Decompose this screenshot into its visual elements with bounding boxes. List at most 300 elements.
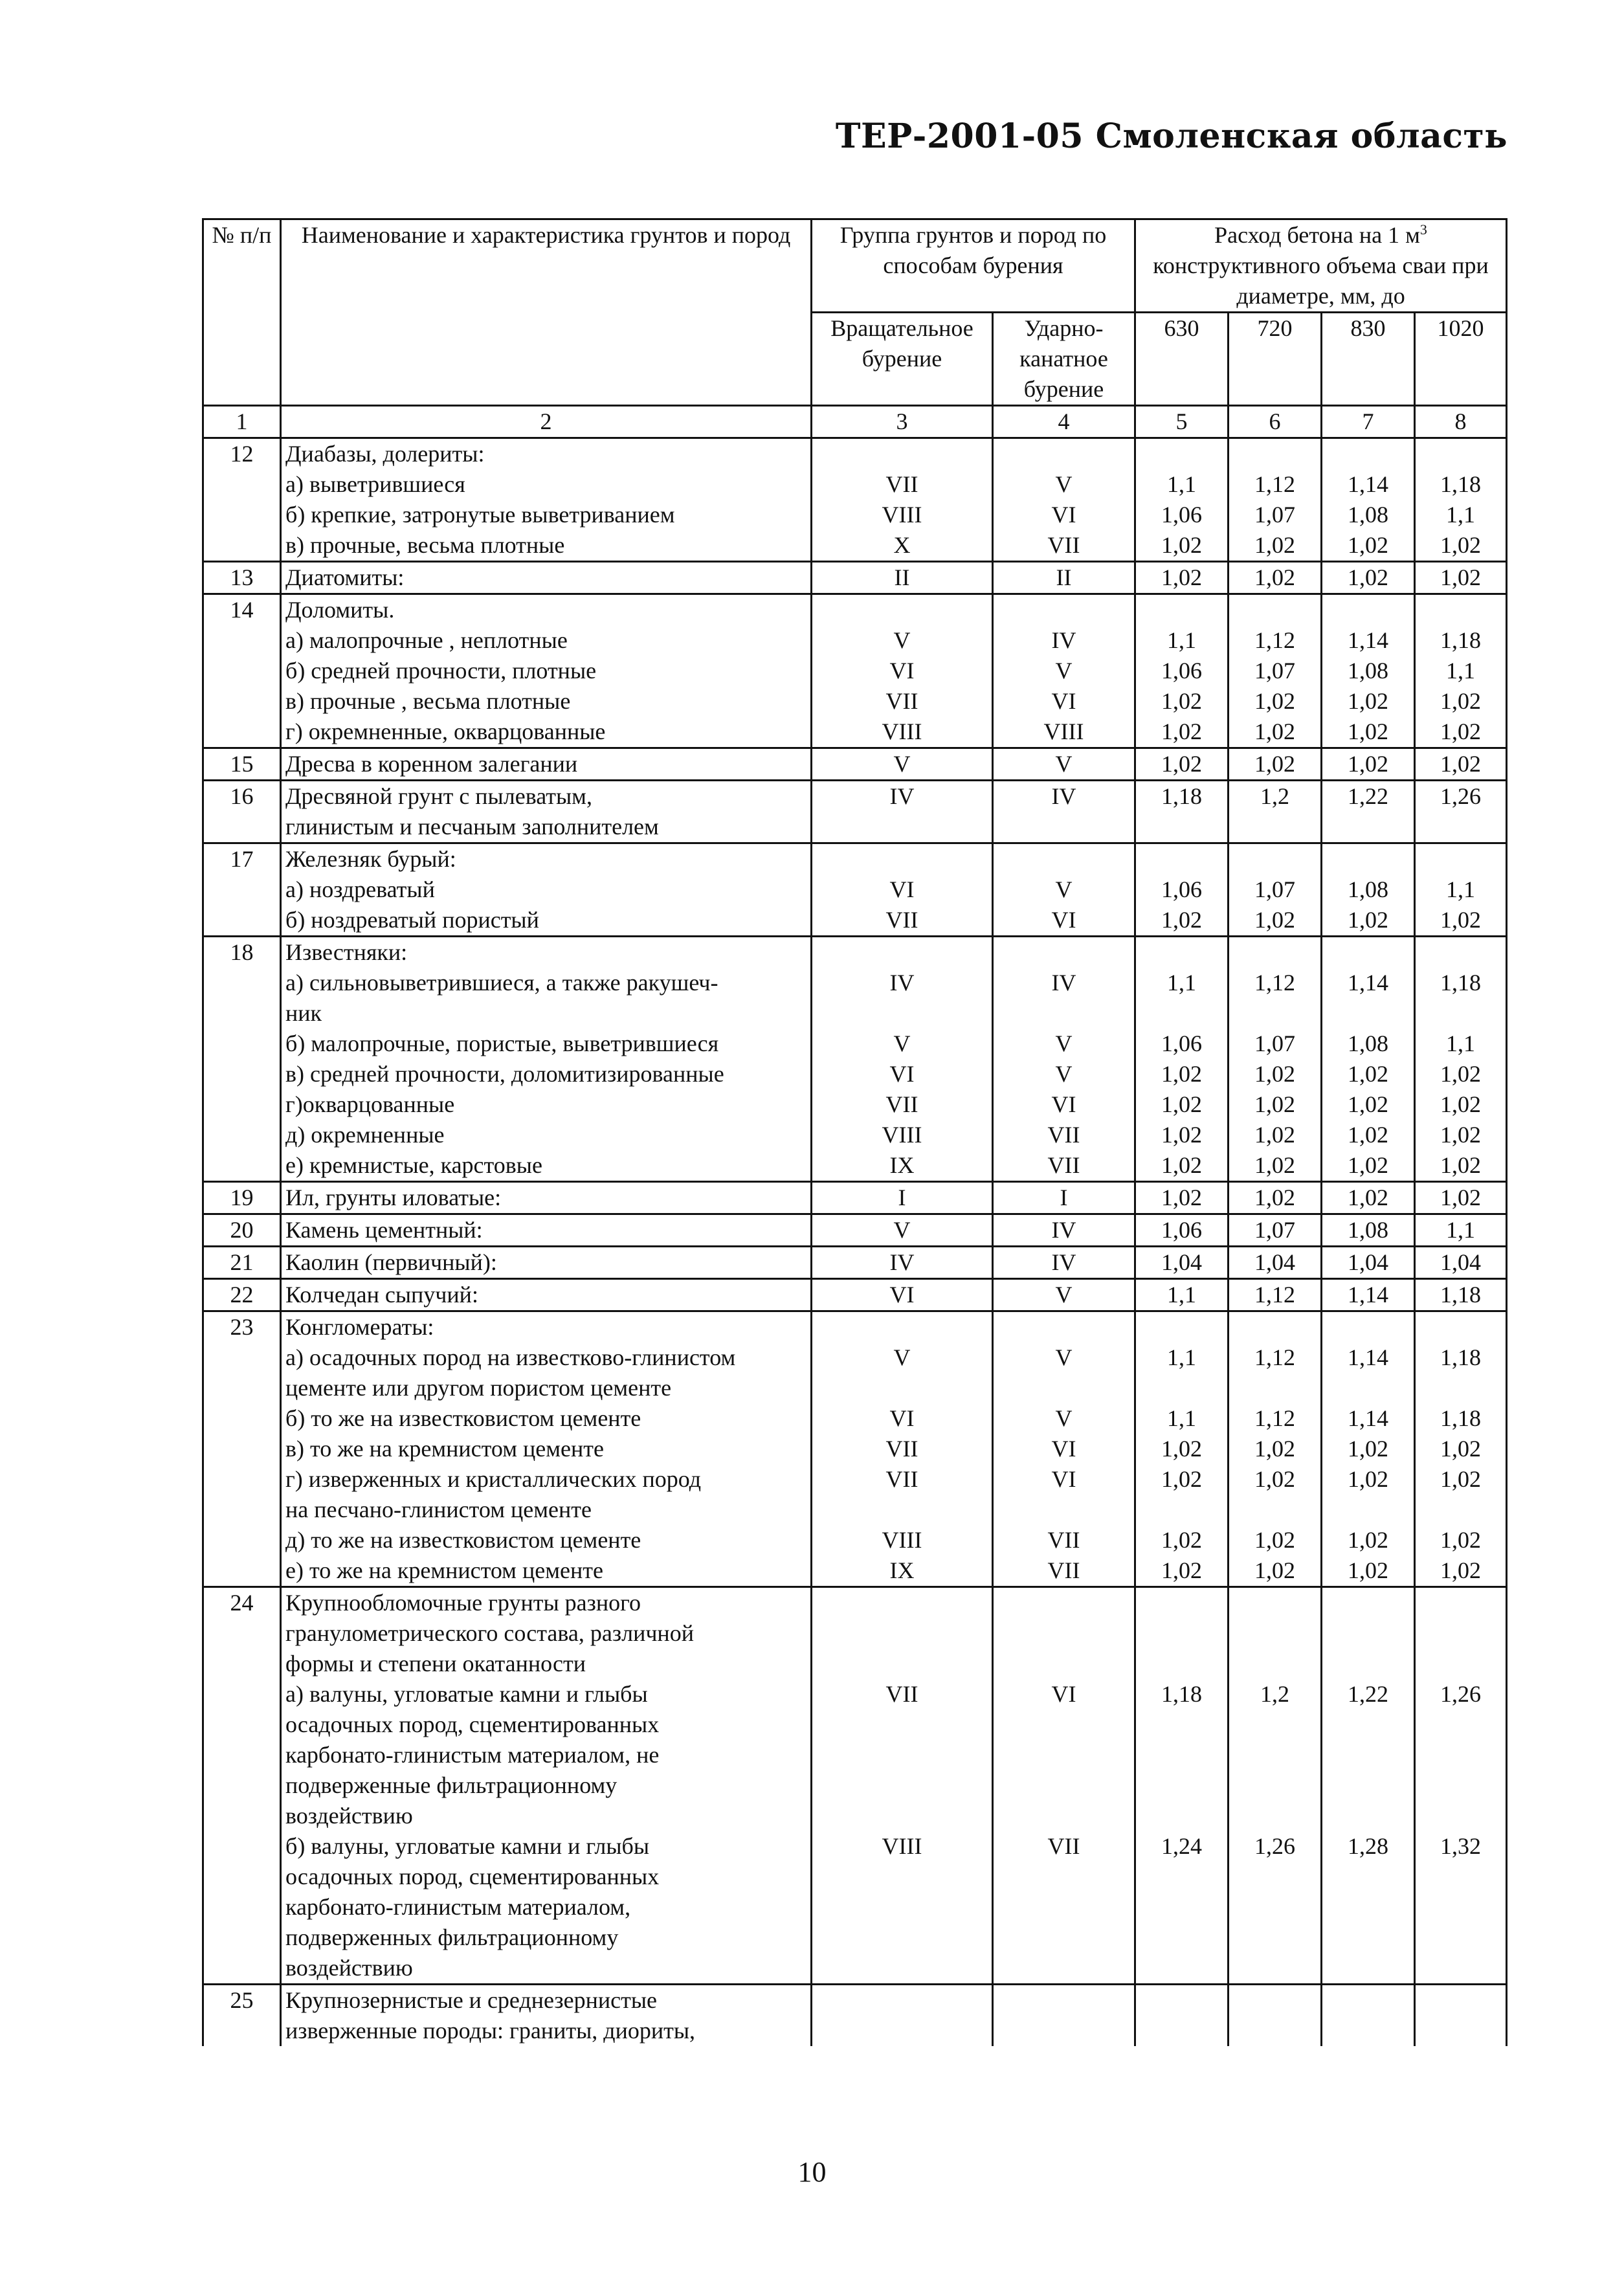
concrete-value bbox=[1135, 438, 1229, 470]
soil-name: в) прочные, весьма плотные bbox=[281, 530, 812, 562]
concrete-value: 1,26 bbox=[1229, 1831, 1322, 1862]
row-number bbox=[203, 1029, 281, 1059]
soil-name: Камень цементный: bbox=[281, 1214, 812, 1247]
concrete-value bbox=[1415, 1649, 1507, 1679]
percussion-group: V bbox=[993, 1342, 1135, 1373]
soil-name: Известняки: bbox=[281, 937, 812, 968]
rotary-group: VIII bbox=[812, 1120, 993, 1150]
concrete-value: 1,02 bbox=[1229, 562, 1322, 594]
concrete-value bbox=[1322, 1801, 1415, 1831]
rotary-group: IV bbox=[812, 781, 993, 812]
concrete-value: 1,07 bbox=[1229, 874, 1322, 905]
row-number bbox=[203, 1373, 281, 1403]
concrete-value: 1,02 bbox=[1229, 1120, 1322, 1150]
concrete-value bbox=[1229, 812, 1322, 843]
percussion-group bbox=[993, 812, 1135, 843]
concrete-value: 1,18 bbox=[1135, 781, 1229, 812]
concrete-value: 1,02 bbox=[1229, 1434, 1322, 1464]
rotary-group: VIII bbox=[812, 1525, 993, 1555]
concrete-value: 1,02 bbox=[1135, 905, 1229, 937]
concrete-value: 1,07 bbox=[1229, 500, 1322, 530]
percussion-group bbox=[993, 937, 1135, 968]
soil-name: карбонато-глинистым материалом, bbox=[281, 1892, 812, 1922]
rotary-group: VII bbox=[812, 1434, 993, 1464]
header-percussion: Ударно-канатное бурение bbox=[993, 313, 1135, 406]
concrete-value: 1,04 bbox=[1135, 1247, 1229, 1279]
soil-name: а) осадочных пород на известково-глинистом bbox=[281, 1342, 812, 1373]
concrete-value: 1,02 bbox=[1322, 1555, 1415, 1587]
concrete-value: 1,02 bbox=[1322, 1182, 1415, 1214]
concrete-value bbox=[1135, 812, 1229, 843]
concrete-value: 1,02 bbox=[1135, 1182, 1229, 1214]
concrete-value bbox=[1229, 1953, 1322, 1985]
row-number: 20 bbox=[203, 1214, 281, 1247]
row-number bbox=[203, 625, 281, 656]
percussion-group: VI bbox=[993, 905, 1135, 937]
soil-name: глинистым и песчаным заполнителем bbox=[281, 812, 812, 843]
concrete-value: 1,08 bbox=[1322, 656, 1415, 686]
concrete-value bbox=[1415, 1922, 1507, 1953]
concrete-value bbox=[1229, 1922, 1322, 1953]
rotary-group: VIII bbox=[812, 500, 993, 530]
concrete-value bbox=[1322, 1373, 1415, 1403]
percussion-group: VI bbox=[993, 686, 1135, 717]
concrete-value bbox=[1415, 1770, 1507, 1801]
percussion-group: V bbox=[993, 656, 1135, 686]
concrete-value bbox=[1322, 1495, 1415, 1525]
concrete-value bbox=[1229, 1495, 1322, 1525]
rotary-group: I bbox=[812, 1182, 993, 1214]
concrete-value: 1,12 bbox=[1229, 625, 1322, 656]
column-number: 3 bbox=[812, 406, 993, 438]
concrete-value bbox=[1322, 1649, 1415, 1679]
concrete-value: 1,1 bbox=[1135, 1342, 1229, 1373]
soil-name: осадочных пород, сцементированных bbox=[281, 1862, 812, 1892]
concrete-value bbox=[1415, 998, 1507, 1029]
row-number bbox=[203, 686, 281, 717]
concrete-value bbox=[1135, 1953, 1229, 1985]
rotary-group bbox=[812, 1587, 993, 1619]
soil-name: воздействию bbox=[281, 1801, 812, 1831]
percussion-group: I bbox=[993, 1182, 1135, 1214]
concrete-value: 1,02 bbox=[1322, 1059, 1415, 1089]
soil-name: г) окремненные, окварцованные bbox=[281, 717, 812, 748]
concrete-value bbox=[1322, 1892, 1415, 1922]
concrete-value bbox=[1135, 1495, 1229, 1525]
concrete-value bbox=[1415, 1587, 1507, 1619]
percussion-group: VI bbox=[993, 1089, 1135, 1120]
table-row bbox=[203, 905, 1507, 937]
soil-name: в) то же на кремнистом цементе bbox=[281, 1434, 812, 1464]
concrete-value: 1,02 bbox=[1135, 1089, 1229, 1120]
table-row bbox=[203, 968, 1507, 998]
concrete-value: 1,02 bbox=[1135, 748, 1229, 781]
concrete-value: 1,02 bbox=[1229, 1150, 1322, 1182]
concrete-value bbox=[1415, 843, 1507, 875]
concrete-value bbox=[1322, 812, 1415, 843]
concrete-value bbox=[1229, 1862, 1322, 1892]
concrete-value: 1,02 bbox=[1415, 1434, 1507, 1464]
concrete-value bbox=[1135, 1373, 1229, 1403]
concrete-value: 1,02 bbox=[1322, 1120, 1415, 1150]
document-header: ТЕР-2001-05 Смоленская область bbox=[835, 117, 1507, 156]
concrete-value bbox=[1322, 843, 1415, 875]
row-number: 25 bbox=[203, 1985, 281, 2016]
soil-name: д) то же на известковистом цементе bbox=[281, 1525, 812, 1555]
concrete-value: 1,18 bbox=[1415, 968, 1507, 998]
concrete-value: 1,02 bbox=[1415, 1464, 1507, 1495]
row-number bbox=[203, 656, 281, 686]
table-row bbox=[203, 1089, 1507, 1120]
table-row bbox=[203, 625, 1507, 656]
concrete-value: 1,02 bbox=[1229, 905, 1322, 937]
row-number bbox=[203, 1525, 281, 1555]
table-row bbox=[203, 438, 1507, 470]
rotary-group: IV bbox=[812, 1247, 993, 1279]
concrete-value bbox=[1135, 1801, 1229, 1831]
table-row bbox=[203, 1770, 1507, 1801]
soil-name: а) ноздреватый bbox=[281, 874, 812, 905]
concrete-value: 1,06 bbox=[1135, 500, 1229, 530]
row-number: 14 bbox=[203, 594, 281, 626]
concrete-value: 1,02 bbox=[1322, 1150, 1415, 1182]
concrete-value: 1,04 bbox=[1322, 1247, 1415, 1279]
concrete-value bbox=[1322, 1709, 1415, 1740]
concrete-value: 1,24 bbox=[1135, 1831, 1229, 1862]
rotary-group bbox=[812, 1709, 993, 1740]
row-number bbox=[203, 1342, 281, 1373]
rotary-group bbox=[812, 1801, 993, 1831]
table-row bbox=[203, 998, 1507, 1029]
soil-name: Ил, грунты иловатые: bbox=[281, 1182, 812, 1214]
concrete-value: 1,02 bbox=[1322, 1464, 1415, 1495]
concrete-value: 1,02 bbox=[1229, 530, 1322, 562]
concrete-value: 1,1 bbox=[1135, 968, 1229, 998]
row-number bbox=[203, 1922, 281, 1953]
table-row bbox=[203, 717, 1507, 748]
column-number: 4 bbox=[993, 406, 1135, 438]
row-number bbox=[203, 1120, 281, 1150]
percussion-group bbox=[993, 1649, 1135, 1679]
soil-name: Каолин (первичный): bbox=[281, 1247, 812, 1279]
percussion-group: V bbox=[993, 1029, 1135, 1059]
percussion-group: VII bbox=[993, 1555, 1135, 1587]
soil-name: Крупнообломочные грунты разного bbox=[281, 1587, 812, 1619]
row-number: 19 bbox=[203, 1182, 281, 1214]
concrete-value: 1,02 bbox=[1229, 1525, 1322, 1555]
rotary-group: II bbox=[812, 562, 993, 594]
row-number bbox=[203, 1618, 281, 1649]
rotary-group: VI bbox=[812, 1403, 993, 1434]
concrete-value bbox=[1135, 1770, 1229, 1801]
concrete-value: 1,2 bbox=[1229, 781, 1322, 812]
rotary-group: VII bbox=[812, 1089, 993, 1120]
concrete-value bbox=[1229, 1770, 1322, 1801]
header-num: № п/п bbox=[203, 219, 281, 406]
row-number bbox=[203, 1059, 281, 1089]
row-number: 16 bbox=[203, 781, 281, 812]
concrete-value bbox=[1415, 1495, 1507, 1525]
rotary-group: VII bbox=[812, 1679, 993, 1709]
table-row bbox=[203, 1342, 1507, 1373]
percussion-group bbox=[993, 438, 1135, 470]
concrete-value: 1,14 bbox=[1322, 1403, 1415, 1434]
concrete-value: 1,26 bbox=[1415, 781, 1507, 812]
percussion-group bbox=[993, 998, 1135, 1029]
row-number bbox=[203, 1953, 281, 1985]
percussion-group: V bbox=[993, 1279, 1135, 1311]
rotary-group bbox=[812, 594, 993, 626]
concrete-value: 1,02 bbox=[1415, 1120, 1507, 1150]
concrete-value bbox=[1415, 1740, 1507, 1770]
concrete-value bbox=[1135, 1892, 1229, 1922]
concrete-value: 1,06 bbox=[1135, 1214, 1229, 1247]
concrete-value bbox=[1229, 1892, 1322, 1922]
concrete-value bbox=[1229, 843, 1322, 875]
table-row bbox=[203, 1247, 1507, 1279]
soil-name: Железняк бурый: bbox=[281, 843, 812, 875]
soil-name: г) изверженных и кристаллических пород bbox=[281, 1464, 812, 1495]
table-row bbox=[203, 1059, 1507, 1089]
concrete-value: 1,02 bbox=[1135, 1059, 1229, 1089]
concrete-value: 1,02 bbox=[1135, 1120, 1229, 1150]
concrete-value: 1,12 bbox=[1229, 469, 1322, 500]
concrete-value: 1,02 bbox=[1322, 905, 1415, 937]
concrete-value bbox=[1229, 2016, 1322, 2046]
soil-name: в) средней прочности, доломитизированные bbox=[281, 1059, 812, 1089]
percussion-group: II bbox=[993, 562, 1135, 594]
table-row bbox=[203, 1922, 1507, 1953]
rotary-group: VI bbox=[812, 874, 993, 905]
concrete-value: 1,14 bbox=[1322, 1279, 1415, 1311]
column-number: 6 bbox=[1229, 406, 1322, 438]
concrete-value bbox=[1135, 1709, 1229, 1740]
table-row bbox=[203, 1985, 1507, 2016]
soil-name: цементе или другом пористом цементе bbox=[281, 1373, 812, 1403]
concrete-value: 1,08 bbox=[1322, 1214, 1415, 1247]
concrete-value: 1,02 bbox=[1135, 530, 1229, 562]
row-number bbox=[203, 1892, 281, 1922]
row-number bbox=[203, 812, 281, 843]
row-number: 24 bbox=[203, 1587, 281, 1619]
rotary-group: IV bbox=[812, 968, 993, 998]
table-row bbox=[203, 1279, 1507, 1311]
concrete-value: 1,1 bbox=[1135, 469, 1229, 500]
soil-name: Дресвяной грунт с пылеватым, bbox=[281, 781, 812, 812]
percussion-group: VI bbox=[993, 1679, 1135, 1709]
concrete-value: 1,07 bbox=[1229, 1214, 1322, 1247]
row-number bbox=[203, 968, 281, 998]
concrete-value: 1,07 bbox=[1229, 1029, 1322, 1059]
concrete-value bbox=[1415, 812, 1507, 843]
row-number: 17 bbox=[203, 843, 281, 875]
concrete-value: 1,02 bbox=[1415, 717, 1507, 748]
soil-name: Диатомиты: bbox=[281, 562, 812, 594]
percussion-group bbox=[993, 2016, 1135, 2046]
rotary-group bbox=[812, 1922, 993, 1953]
row-number: 18 bbox=[203, 937, 281, 968]
row-number bbox=[203, 469, 281, 500]
concrete-value: 1,1 bbox=[1415, 1029, 1507, 1059]
table-row bbox=[203, 1953, 1507, 1985]
concrete-value bbox=[1229, 594, 1322, 626]
table-row bbox=[203, 1740, 1507, 1770]
concrete-value: 1,08 bbox=[1322, 1029, 1415, 1059]
header-diameter-1020: 1020 bbox=[1415, 313, 1507, 406]
soil-name: Доломиты. bbox=[281, 594, 812, 626]
concrete-value: 1,02 bbox=[1322, 562, 1415, 594]
concrete-value: 1,02 bbox=[1415, 686, 1507, 717]
soil-name: б) то же на известковистом цементе bbox=[281, 1403, 812, 1434]
concrete-value bbox=[1135, 998, 1229, 1029]
concrete-value bbox=[1135, 843, 1229, 875]
percussion-group bbox=[993, 1985, 1135, 2016]
percussion-group: V bbox=[993, 874, 1135, 905]
concrete-value: 1,22 bbox=[1322, 781, 1415, 812]
concrete-value: 1,02 bbox=[1229, 1059, 1322, 1089]
column-number: 7 bbox=[1322, 406, 1415, 438]
table-row bbox=[203, 1120, 1507, 1150]
concrete-value bbox=[1229, 1709, 1322, 1740]
concrete-value bbox=[1415, 1953, 1507, 1985]
percussion-group bbox=[993, 1587, 1135, 1619]
concrete-value: 1,02 bbox=[1322, 717, 1415, 748]
rotary-group: VII bbox=[812, 469, 993, 500]
row-number bbox=[203, 998, 281, 1029]
rotary-group bbox=[812, 812, 993, 843]
rotary-group bbox=[812, 1953, 993, 1985]
soil-name: б) крепкие, затронутые выветриванием bbox=[281, 500, 812, 530]
column-numbers-row bbox=[203, 406, 1507, 438]
concrete-value bbox=[1229, 1311, 1322, 1343]
table-row bbox=[203, 843, 1507, 875]
rotary-group bbox=[812, 937, 993, 968]
soil-name: е) то же на кремнистом цементе bbox=[281, 1555, 812, 1587]
concrete-value bbox=[1322, 594, 1415, 626]
table-row bbox=[203, 1679, 1507, 1709]
concrete-value: 1,02 bbox=[1415, 748, 1507, 781]
row-number: 23 bbox=[203, 1311, 281, 1343]
soil-name: карбонато-глинистым материалом, не bbox=[281, 1740, 812, 1770]
concrete-value: 1,02 bbox=[1415, 905, 1507, 937]
row-number bbox=[203, 1770, 281, 1801]
table-row bbox=[203, 1801, 1507, 1831]
concrete-value: 1,02 bbox=[1135, 686, 1229, 717]
percussion-group bbox=[993, 1740, 1135, 1770]
percussion-group bbox=[993, 1892, 1135, 1922]
percussion-group: V bbox=[993, 748, 1135, 781]
rotary-group: V bbox=[812, 1029, 993, 1059]
concrete-value: 1,02 bbox=[1415, 562, 1507, 594]
concrete-value: 1,02 bbox=[1229, 748, 1322, 781]
concrete-value: 1,02 bbox=[1229, 1464, 1322, 1495]
rotary-group bbox=[812, 1373, 993, 1403]
percussion-group: IV bbox=[993, 1214, 1135, 1247]
row-number: 12 bbox=[203, 438, 281, 470]
header-group: Группа грунтов и пород по способам бурения bbox=[812, 219, 1135, 313]
concrete-value bbox=[1415, 438, 1507, 470]
concrete-value: 1,02 bbox=[1415, 530, 1507, 562]
concrete-value: 1,02 bbox=[1135, 1150, 1229, 1182]
concrete-value: 1,26 bbox=[1415, 1679, 1507, 1709]
concrete-value: 1,1 bbox=[1415, 874, 1507, 905]
concrete-value bbox=[1229, 1618, 1322, 1649]
percussion-group: VII bbox=[993, 1120, 1135, 1150]
percussion-group bbox=[993, 1953, 1135, 1985]
concrete-value bbox=[1415, 1709, 1507, 1740]
soil-name: Диабазы, долериты: bbox=[281, 438, 812, 470]
concrete-value: 1,08 bbox=[1322, 500, 1415, 530]
rotary-group bbox=[812, 1495, 993, 1525]
concrete-value bbox=[1322, 1311, 1415, 1343]
concrete-value: 1,02 bbox=[1322, 686, 1415, 717]
concrete-value bbox=[1135, 1740, 1229, 1770]
percussion-group: VII bbox=[993, 530, 1135, 562]
concrete-value: 1,18 bbox=[1135, 1679, 1229, 1709]
concrete-value: 1,02 bbox=[1322, 1525, 1415, 1555]
concrete-value bbox=[1415, 594, 1507, 626]
row-number bbox=[203, 500, 281, 530]
percussion-group: IV bbox=[993, 625, 1135, 656]
concrete-value bbox=[1135, 937, 1229, 968]
concrete-value bbox=[1322, 1922, 1415, 1953]
rotary-group: VI bbox=[812, 1279, 993, 1311]
percussion-group: V bbox=[993, 469, 1135, 500]
table-row bbox=[203, 1862, 1507, 1892]
concrete-value bbox=[1229, 438, 1322, 470]
concrete-value: 1,2 bbox=[1229, 1679, 1322, 1709]
soil-name: Дресва в коренном залегании bbox=[281, 748, 812, 781]
table-row bbox=[203, 1434, 1507, 1464]
rotary-group bbox=[812, 843, 993, 875]
soil-name: гранулометрического состава, различной bbox=[281, 1618, 812, 1649]
concrete-value: 1,02 bbox=[1322, 1434, 1415, 1464]
row-number bbox=[203, 1709, 281, 1740]
percussion-group bbox=[993, 1922, 1135, 1953]
percussion-group bbox=[993, 1801, 1135, 1831]
concrete-value: 1,04 bbox=[1229, 1247, 1322, 1279]
concrete-value: 1,12 bbox=[1229, 1342, 1322, 1373]
concrete-value bbox=[1322, 1587, 1415, 1619]
concrete-value bbox=[1135, 1587, 1229, 1619]
row-number bbox=[203, 1464, 281, 1495]
concrete-value: 1,14 bbox=[1322, 625, 1415, 656]
table-row bbox=[203, 469, 1507, 500]
rotary-group bbox=[812, 1740, 993, 1770]
header-name: Наименование и характеристика грунтов и пород bbox=[281, 219, 812, 406]
percussion-group bbox=[993, 1495, 1135, 1525]
concrete-value bbox=[1415, 1618, 1507, 1649]
table-row bbox=[203, 1464, 1507, 1495]
concrete-value: 1,02 bbox=[1229, 686, 1322, 717]
percussion-group bbox=[993, 1373, 1135, 1403]
soil-name: г)окварцованные bbox=[281, 1089, 812, 1120]
concrete-value: 1,12 bbox=[1229, 968, 1322, 998]
concrete-value bbox=[1415, 937, 1507, 968]
percussion-group bbox=[993, 843, 1135, 875]
table-row bbox=[203, 1373, 1507, 1403]
percussion-group: VII bbox=[993, 1150, 1135, 1182]
concrete-value: 1,02 bbox=[1135, 562, 1229, 594]
concrete-value bbox=[1135, 594, 1229, 626]
concrete-value: 1,14 bbox=[1322, 968, 1415, 998]
table-row bbox=[203, 530, 1507, 562]
table-row bbox=[203, 1495, 1507, 1525]
concrete-value bbox=[1135, 1649, 1229, 1679]
soil-name: воздействию bbox=[281, 1953, 812, 1985]
table-row bbox=[203, 1525, 1507, 1555]
concrete-value: 1,02 bbox=[1229, 717, 1322, 748]
